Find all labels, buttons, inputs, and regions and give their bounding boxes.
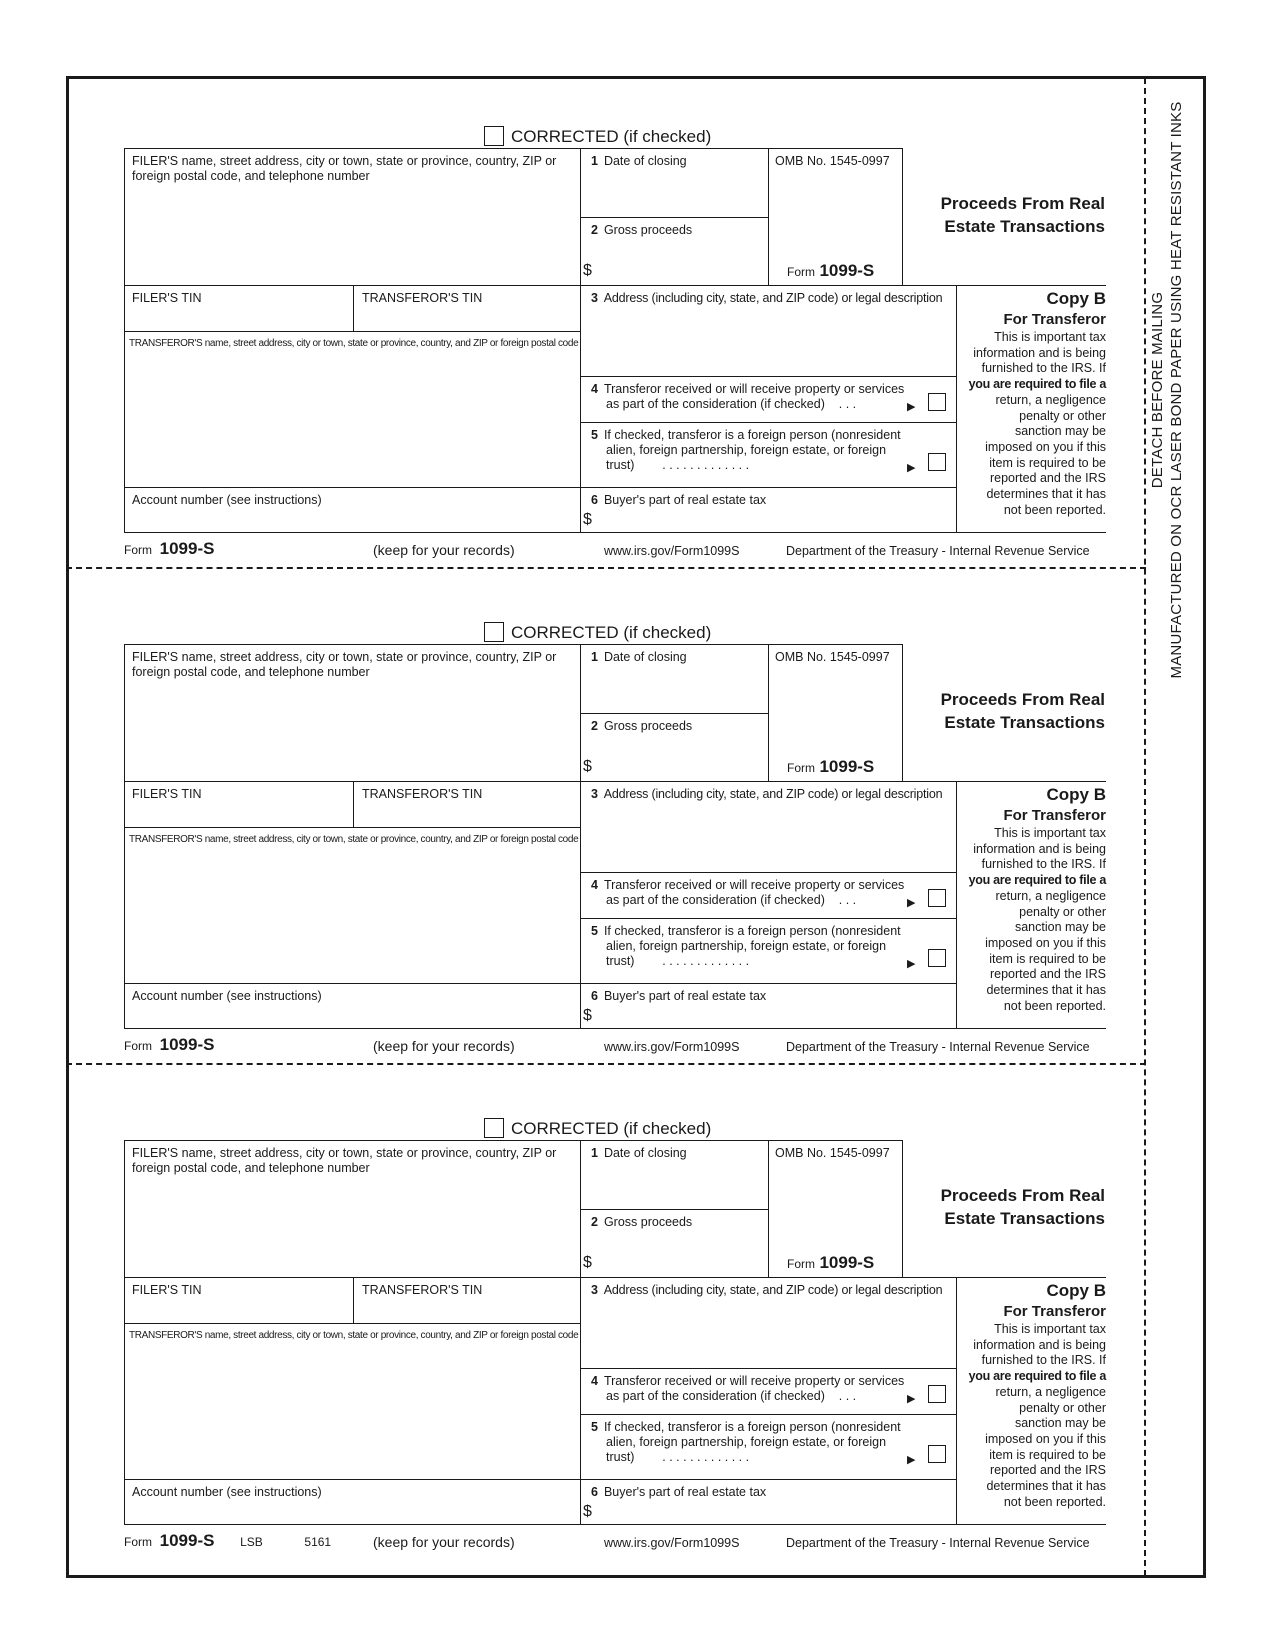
corrected-checkbox[interactable] bbox=[484, 1118, 504, 1138]
omb-box bbox=[768, 1140, 903, 1278]
notice-line: not been reported. bbox=[1003, 998, 1106, 1013]
transferor-tin-field[interactable] bbox=[353, 285, 581, 332]
notice-line: furnished to the IRS. If bbox=[981, 857, 1106, 872]
notice-line: This is important tax bbox=[994, 330, 1106, 344]
box5-line2: alien, foreign partnership, foreign estate, or foreign bbox=[606, 939, 887, 953]
transferor-tin-label: TRANSFEROR'S TIN bbox=[362, 291, 483, 305]
notice-line: not been reported. bbox=[1003, 502, 1106, 517]
paper-text: MANUFACTURED ON OCR LASER BOND PAPER USING HEAT RESISTANT INKS bbox=[1168, 101, 1185, 679]
arrow-right-icon: ▶ bbox=[907, 1393, 916, 1405]
box3-address[interactable] bbox=[580, 1277, 957, 1369]
omb-number: OMB No. 1545-0997 bbox=[775, 1146, 890, 1160]
box5-dots: . . . . . . . . . . . . . bbox=[662, 954, 750, 968]
footer-url: www.irs.gov/Form1099S bbox=[604, 544, 740, 558]
box5-dots: . . . . . . . . . . . . . bbox=[662, 1450, 750, 1464]
box4-checkbox[interactable] bbox=[928, 1385, 946, 1403]
box6-dollar: $ bbox=[583, 511, 592, 528]
box6-label: Buyer's part of real estate tax bbox=[603, 1485, 767, 1499]
filer-name-label: FILER'S name, street address, city or town, state or province, country, ZIP or foreign postal code, and telephone number bbox=[132, 154, 557, 183]
filer-name-label: FILER'S name, street address, city or town, state or province, country, ZIP or foreign postal code, and telephone number bbox=[132, 650, 557, 679]
filer-tin-label: FILER'S TIN bbox=[132, 787, 202, 801]
form-title bbox=[905, 688, 1105, 734]
copy-b-panel bbox=[956, 781, 1106, 1029]
for-transferor-label: For Transferor bbox=[1003, 807, 1106, 824]
notice-line: you are required to file a bbox=[968, 1369, 1106, 1384]
box1-label: Date of closing bbox=[603, 154, 687, 168]
box4-number: 4 bbox=[591, 382, 598, 396]
transferor-name-label: TRANSFEROR'S name, street address, city or town, state or province, country, and ZIP or foreign postal code bbox=[129, 834, 579, 845]
footer-url: www.irs.gov/Form1099S bbox=[604, 1040, 740, 1054]
form-word: Form bbox=[787, 265, 815, 279]
account-number-label: Account number (see instructions) bbox=[132, 493, 322, 507]
notice-line: item is required to be bbox=[989, 1447, 1106, 1462]
box4-line1: Transferor received or will receive property or services bbox=[603, 878, 905, 892]
copy-b-label: Copy B bbox=[1046, 785, 1106, 804]
box5-line3: trust) bbox=[606, 954, 635, 968]
footer-form-id bbox=[124, 1531, 331, 1551]
box4-checkbox[interactable] bbox=[928, 889, 946, 907]
corrected-label: CORRECTED (if checked) bbox=[511, 1119, 712, 1138]
corrected-label: CORRECTED (if checked) bbox=[511, 623, 712, 642]
omb-number: OMB No. 1545-0997 bbox=[775, 650, 890, 664]
box2-number: 2 bbox=[591, 1215, 598, 1229]
filer-tin-field[interactable] bbox=[124, 781, 354, 828]
box3-label: Address (including city, state, and ZIP code) or legal description bbox=[603, 1283, 943, 1297]
title-line1: Proceeds From Real bbox=[940, 1186, 1105, 1205]
notice-line: penalty or other bbox=[1019, 1400, 1106, 1415]
notice-line: sanction may be bbox=[1014, 1416, 1106, 1431]
box5-line2: alien, foreign partnership, foreign estate, or foreign bbox=[606, 1435, 887, 1449]
title-line2: Estate Transactions bbox=[944, 217, 1105, 236]
box4-dots: . . . bbox=[838, 397, 857, 411]
form-number: 1099-S bbox=[819, 1253, 875, 1272]
corrected-checkbox[interactable] bbox=[484, 622, 504, 642]
form-word: Form bbox=[787, 761, 815, 775]
notice-line: reported and the IRS bbox=[989, 1463, 1106, 1478]
notice-line: penalty or other bbox=[1019, 408, 1106, 423]
account-number-field[interactable] bbox=[124, 487, 581, 533]
box3-number: 3 bbox=[591, 1283, 598, 1297]
box4-number: 4 bbox=[591, 1374, 598, 1388]
box5-line1: If checked, transferor is a foreign person (nonresident bbox=[603, 428, 901, 442]
box5-checkbox[interactable] bbox=[928, 453, 946, 471]
box5-number: 5 bbox=[591, 428, 598, 442]
footer-form-word: Form bbox=[124, 1535, 152, 1549]
box5-checkbox[interactable] bbox=[928, 1445, 946, 1463]
omb-box bbox=[768, 148, 903, 286]
title-line1: Proceeds From Real bbox=[940, 690, 1105, 709]
footer-form-number: 1099-S bbox=[159, 539, 215, 558]
notice-line: information and is being bbox=[973, 1337, 1106, 1352]
box5-foreign-person bbox=[580, 1414, 957, 1480]
box6-label: Buyer's part of real estate tax bbox=[603, 989, 767, 1003]
notice-line: not been reported. bbox=[1003, 1494, 1106, 1509]
box5-line3: trust) bbox=[606, 1450, 635, 1464]
box1-number: 1 bbox=[591, 650, 598, 664]
irs-notice bbox=[958, 330, 1106, 518]
form-number: 1099-S bbox=[819, 757, 875, 776]
box6-number: 6 bbox=[591, 1485, 598, 1499]
footer-form-word: Form bbox=[124, 543, 152, 557]
copy-b-panel bbox=[956, 1277, 1106, 1525]
box3-label: Address (including city, state, and ZIP code) or legal description bbox=[603, 291, 943, 305]
notice-line: you are required to file a bbox=[968, 873, 1106, 888]
box4-checkbox[interactable] bbox=[928, 393, 946, 411]
transferor-name-field[interactable] bbox=[124, 827, 581, 984]
box5-foreign-person bbox=[580, 422, 957, 488]
form-1099s-slip bbox=[0, 580, 1275, 1080]
account-number-field[interactable] bbox=[124, 983, 581, 1029]
box2-label: Gross proceeds bbox=[603, 719, 693, 733]
copy-b-label: Copy B bbox=[1046, 289, 1106, 308]
footer-form-id bbox=[124, 539, 214, 559]
box6-dollar: $ bbox=[583, 1007, 592, 1024]
box6-number: 6 bbox=[591, 989, 598, 1003]
filer-tin-field[interactable] bbox=[124, 1277, 354, 1324]
footer-url: www.irs.gov/Form1099S bbox=[604, 1536, 740, 1550]
footer-dept: Department of the Treasury - Internal Revenue Service bbox=[786, 1536, 1090, 1550]
account-number-label: Account number (see instructions) bbox=[132, 1485, 322, 1499]
filer-name-field[interactable] bbox=[124, 1140, 581, 1278]
transferor-name-field[interactable] bbox=[124, 331, 581, 488]
box6-buyer-tax[interactable] bbox=[580, 1479, 957, 1525]
for-transferor-label: For Transferor bbox=[1003, 311, 1106, 328]
form-1099s-slip bbox=[0, 84, 1275, 584]
footer-form-number: 1099-S bbox=[159, 1531, 215, 1550]
notice-line: return, a negligence bbox=[995, 888, 1106, 903]
box5-foreign-person bbox=[580, 918, 957, 984]
notice-line: determines that it has bbox=[986, 1479, 1106, 1494]
footer-dept: Department of the Treasury - Internal Revenue Service bbox=[786, 544, 1090, 558]
box5-line3: trust) bbox=[606, 458, 635, 472]
transferor-name-field[interactable] bbox=[124, 1323, 581, 1480]
box4-property-services bbox=[580, 872, 957, 919]
arrow-right-icon: ▶ bbox=[907, 462, 916, 474]
box5-number: 5 bbox=[591, 1420, 598, 1434]
notice-line: This is important tax bbox=[994, 1322, 1106, 1336]
footer-keep: (keep for your records) bbox=[373, 542, 515, 558]
box1-date-of-closing[interactable] bbox=[580, 644, 769, 714]
box1-date-of-closing[interactable] bbox=[580, 148, 769, 218]
transferor-tin-label: TRANSFEROR'S TIN bbox=[362, 787, 483, 801]
box2-label: Gross proceeds bbox=[603, 223, 693, 237]
account-number-label: Account number (see instructions) bbox=[132, 989, 322, 1003]
arrow-right-icon: ▶ bbox=[907, 958, 916, 970]
box4-line2: as part of the consideration (if checked) bbox=[606, 397, 825, 411]
box3-label: Address (including city, state, and ZIP code) or legal description bbox=[603, 787, 943, 801]
form-title bbox=[905, 192, 1105, 238]
box5-number: 5 bbox=[591, 924, 598, 938]
box2-gross-proceeds[interactable] bbox=[580, 1209, 769, 1278]
box3-address[interactable] bbox=[580, 285, 957, 377]
footer-lsb-code: 5161 bbox=[304, 1535, 332, 1549]
form-number: 1099-S bbox=[819, 261, 875, 280]
footer-form-id bbox=[124, 1035, 214, 1055]
footer-dept: Department of the Treasury - Internal Revenue Service bbox=[786, 1040, 1090, 1054]
box2-dollar: $ bbox=[583, 1254, 592, 1271]
notice-line: reported and the IRS bbox=[989, 967, 1106, 982]
irs-notice bbox=[958, 1322, 1106, 1510]
box5-line1: If checked, transferor is a foreign person (nonresident bbox=[603, 1420, 901, 1434]
corrected-label: CORRECTED (if checked) bbox=[511, 127, 712, 146]
box5-line2: alien, foreign partnership, foreign estate, or foreign bbox=[606, 443, 887, 457]
box5-line1: If checked, transferor is a foreign person (nonresident bbox=[603, 924, 901, 938]
box4-line2: as part of the consideration (if checked) bbox=[606, 893, 825, 907]
transferor-name-label: TRANSFEROR'S name, street address, city or town, state or province, country, and ZIP or foreign postal code bbox=[129, 1330, 579, 1341]
box4-property-services bbox=[580, 376, 957, 423]
box6-buyer-tax[interactable] bbox=[580, 983, 957, 1029]
title-line1: Proceeds From Real bbox=[940, 194, 1105, 213]
copy-b-panel bbox=[956, 285, 1106, 533]
title-line2: Estate Transactions bbox=[944, 1209, 1105, 1228]
box6-dollar: $ bbox=[583, 1503, 592, 1520]
footer-form-word: Form bbox=[124, 1039, 152, 1053]
notice-line: determines that it has bbox=[986, 487, 1106, 502]
notice-line: return, a negligence bbox=[995, 392, 1106, 407]
box4-number: 4 bbox=[591, 878, 598, 892]
box2-number: 2 bbox=[591, 719, 598, 733]
notice-line: determines that it has bbox=[986, 983, 1106, 998]
filer-name-field[interactable] bbox=[124, 148, 581, 286]
box6-label: Buyer's part of real estate tax bbox=[603, 493, 767, 507]
transferor-tin-label: TRANSFEROR'S TIN bbox=[362, 1283, 483, 1297]
notice-line: information and is being bbox=[973, 841, 1106, 856]
box6-buyer-tax[interactable] bbox=[580, 487, 957, 533]
box3-number: 3 bbox=[591, 291, 598, 305]
box1-number: 1 bbox=[591, 1146, 598, 1160]
form-1099s-slip bbox=[0, 1076, 1275, 1576]
footer-keep: (keep for your records) bbox=[373, 1038, 515, 1054]
box2-label: Gross proceeds bbox=[603, 1215, 693, 1229]
notice-line: furnished to the IRS. If bbox=[981, 361, 1106, 376]
notice-line: return, a negligence bbox=[995, 1384, 1106, 1399]
notice-line: reported and the IRS bbox=[989, 471, 1106, 486]
box5-checkbox[interactable] bbox=[928, 949, 946, 967]
notice-line: information and is being bbox=[973, 345, 1106, 360]
detach-text: DETACH BEFORE MAILING bbox=[1149, 291, 1166, 489]
box4-line1: Transferor received or will receive property or services bbox=[603, 382, 905, 396]
transferor-name-label: TRANSFEROR'S name, street address, city or town, state or province, country, and ZIP or foreign postal code bbox=[129, 338, 579, 349]
notice-line: penalty or other bbox=[1019, 904, 1106, 919]
notice-line: imposed on you if this bbox=[985, 1431, 1106, 1446]
box4-dots: . . . bbox=[838, 893, 857, 907]
filer-tin-label: FILER'S TIN bbox=[132, 291, 202, 305]
title-line2: Estate Transactions bbox=[944, 713, 1105, 732]
filer-name-field[interactable] bbox=[124, 644, 581, 782]
filer-tin-label: FILER'S TIN bbox=[132, 1283, 202, 1297]
box1-date-of-closing[interactable] bbox=[580, 1140, 769, 1210]
box4-line1: Transferor received or will receive property or services bbox=[603, 1374, 905, 1388]
notice-line: item is required to be bbox=[989, 455, 1106, 470]
transferor-tin-field[interactable] bbox=[353, 1277, 581, 1324]
box6-number: 6 bbox=[591, 493, 598, 507]
form-word: Form bbox=[787, 1257, 815, 1271]
box2-number: 2 bbox=[591, 223, 598, 237]
omb-box bbox=[768, 644, 903, 782]
arrow-right-icon: ▶ bbox=[907, 897, 916, 909]
notice-line: furnished to the IRS. If bbox=[981, 1353, 1106, 1368]
box1-number: 1 bbox=[591, 154, 598, 168]
box1-label: Date of closing bbox=[603, 650, 687, 664]
box2-gross-proceeds[interactable] bbox=[580, 713, 769, 782]
box3-number: 3 bbox=[591, 787, 598, 801]
box4-property-services bbox=[580, 1368, 957, 1415]
arrow-right-icon: ▶ bbox=[907, 1454, 916, 1466]
notice-line: This is important tax bbox=[994, 826, 1106, 840]
box3-address[interactable] bbox=[580, 781, 957, 873]
box5-dots: . . . . . . . . . . . . . bbox=[662, 458, 750, 472]
notice-line: sanction may be bbox=[1014, 920, 1106, 935]
for-transferor-label: For Transferor bbox=[1003, 1303, 1106, 1320]
box1-label: Date of closing bbox=[603, 1146, 687, 1160]
box4-dots: . . . bbox=[838, 1389, 857, 1403]
corrected-checkbox[interactable] bbox=[484, 126, 504, 146]
notice-line: imposed on you if this bbox=[985, 439, 1106, 454]
filer-name-label: FILER'S name, street address, city or town, state or province, country, ZIP or foreign postal code, and telephone number bbox=[132, 1146, 557, 1175]
footer-keep: (keep for your records) bbox=[373, 1534, 515, 1550]
box2-dollar: $ bbox=[583, 758, 592, 775]
irs-notice bbox=[958, 826, 1106, 1014]
box4-line2: as part of the consideration (if checked) bbox=[606, 1389, 825, 1403]
footer-lsb: LSB bbox=[240, 1535, 263, 1549]
transferor-tin-field[interactable] bbox=[353, 781, 581, 828]
form-title bbox=[905, 1184, 1105, 1230]
arrow-right-icon: ▶ bbox=[907, 401, 916, 413]
footer-form-number: 1099-S bbox=[159, 1035, 215, 1054]
notice-line: item is required to be bbox=[989, 951, 1106, 966]
box2-gross-proceeds[interactable] bbox=[580, 217, 769, 286]
account-number-field[interactable] bbox=[124, 1479, 581, 1525]
notice-line: imposed on you if this bbox=[985, 935, 1106, 950]
filer-tin-field[interactable] bbox=[124, 285, 354, 332]
omb-number: OMB No. 1545-0997 bbox=[775, 154, 890, 168]
notice-line: sanction may be bbox=[1014, 424, 1106, 439]
notice-line: you are required to file a bbox=[968, 377, 1106, 392]
box2-dollar: $ bbox=[583, 262, 592, 279]
copy-b-label: Copy B bbox=[1046, 1281, 1106, 1300]
